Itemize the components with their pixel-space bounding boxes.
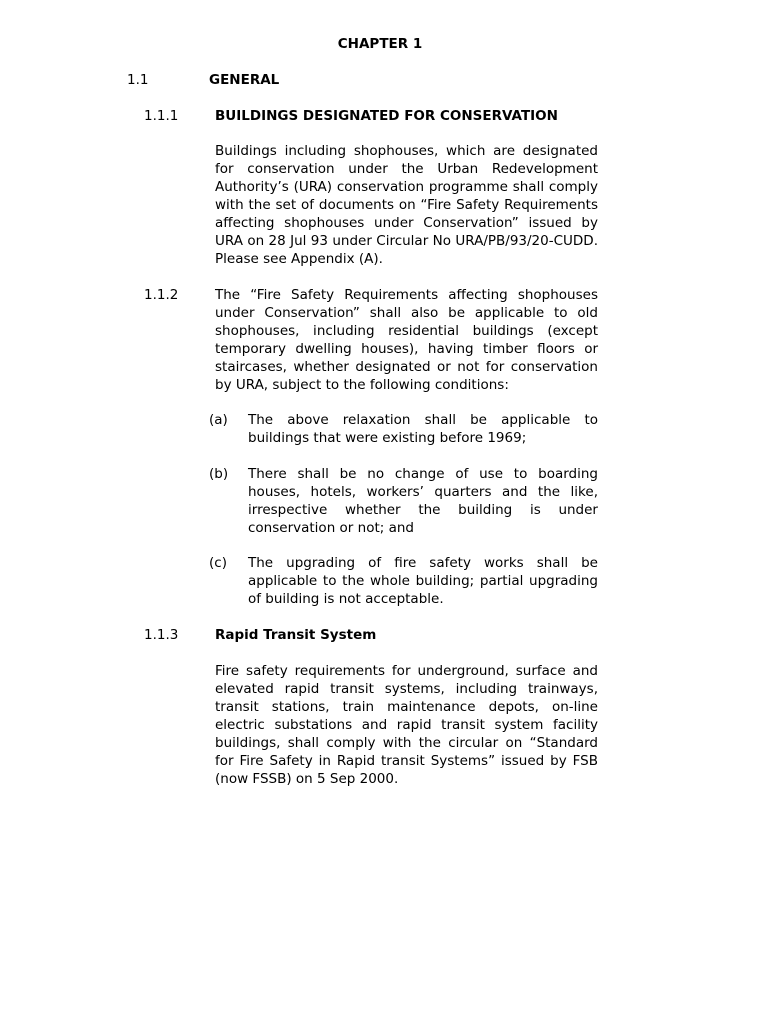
subsection-1-1-3-paragraph: Fire safety requirements for underground, surface and elevated rapid transit systems, including trainways, transit stations, train maintenance depots, on-line electric substations and rapid transit system facility buildings, shall comply with the circular on “Standard for Fire Safety in Rapid transit Systems” issued by FSB (now FSSB) on 5 Sep 2000. [215,663,598,787]
condition-c-marker: (c) [209,555,227,571]
subsection-1-1-3-number: 1.1.3 [144,627,179,643]
subsection-1-1-1-number: 1.1.1 [144,108,179,124]
condition-b-marker: (b) [209,466,229,482]
subsection-1-1-2-paragraph: The “Fire Safety Requirements affecting shophouses under Conservation” shall also be applicable to old shophouses, including residential buildings (except temporary dwelling houses), having timber floors or staircases, whether designated or not for conservation by URA, subject to the following conditions: [215,287,598,393]
section-title: GENERAL [209,72,280,88]
condition-b-text: There shall be no change of use to boarding houses, hotels, workers’ quarters and the like, irrespective whether the building is under conservation or not; and [248,466,598,536]
subsection-1-1-1-paragraph: Buildings including shophouses, which are designated for conservation under the Urban Redevelopment Authority’s (URA) conservation programme shall comply with the set of documents on “Fire Safety Requirements affecting shophouses under Conservation” issued by URA on 28 Jul 93 under Circular No URA/PB/93/20-CUDD. Please see Appendix (A). [215,143,598,267]
subsection-1-1-3-title: Rapid Transit System [215,627,377,643]
section-number: 1.1 [127,72,149,88]
condition-a-text: The above relaxation shall be applicable to buildings that were existing before 1969; [248,412,598,446]
condition-a-marker: (a) [209,412,228,428]
condition-c-text: The upgrading of fire safety works shall be applicable to the whole building; partial upgrading of building is not acceptable. [248,555,598,607]
subsection-1-1-1-title: BUILDINGS DESIGNATED FOR CONSERVATION [215,108,558,124]
subsection-1-1-2-number: 1.1.2 [144,287,179,303]
chapter-title: CHAPTER 1 [337,36,423,52]
